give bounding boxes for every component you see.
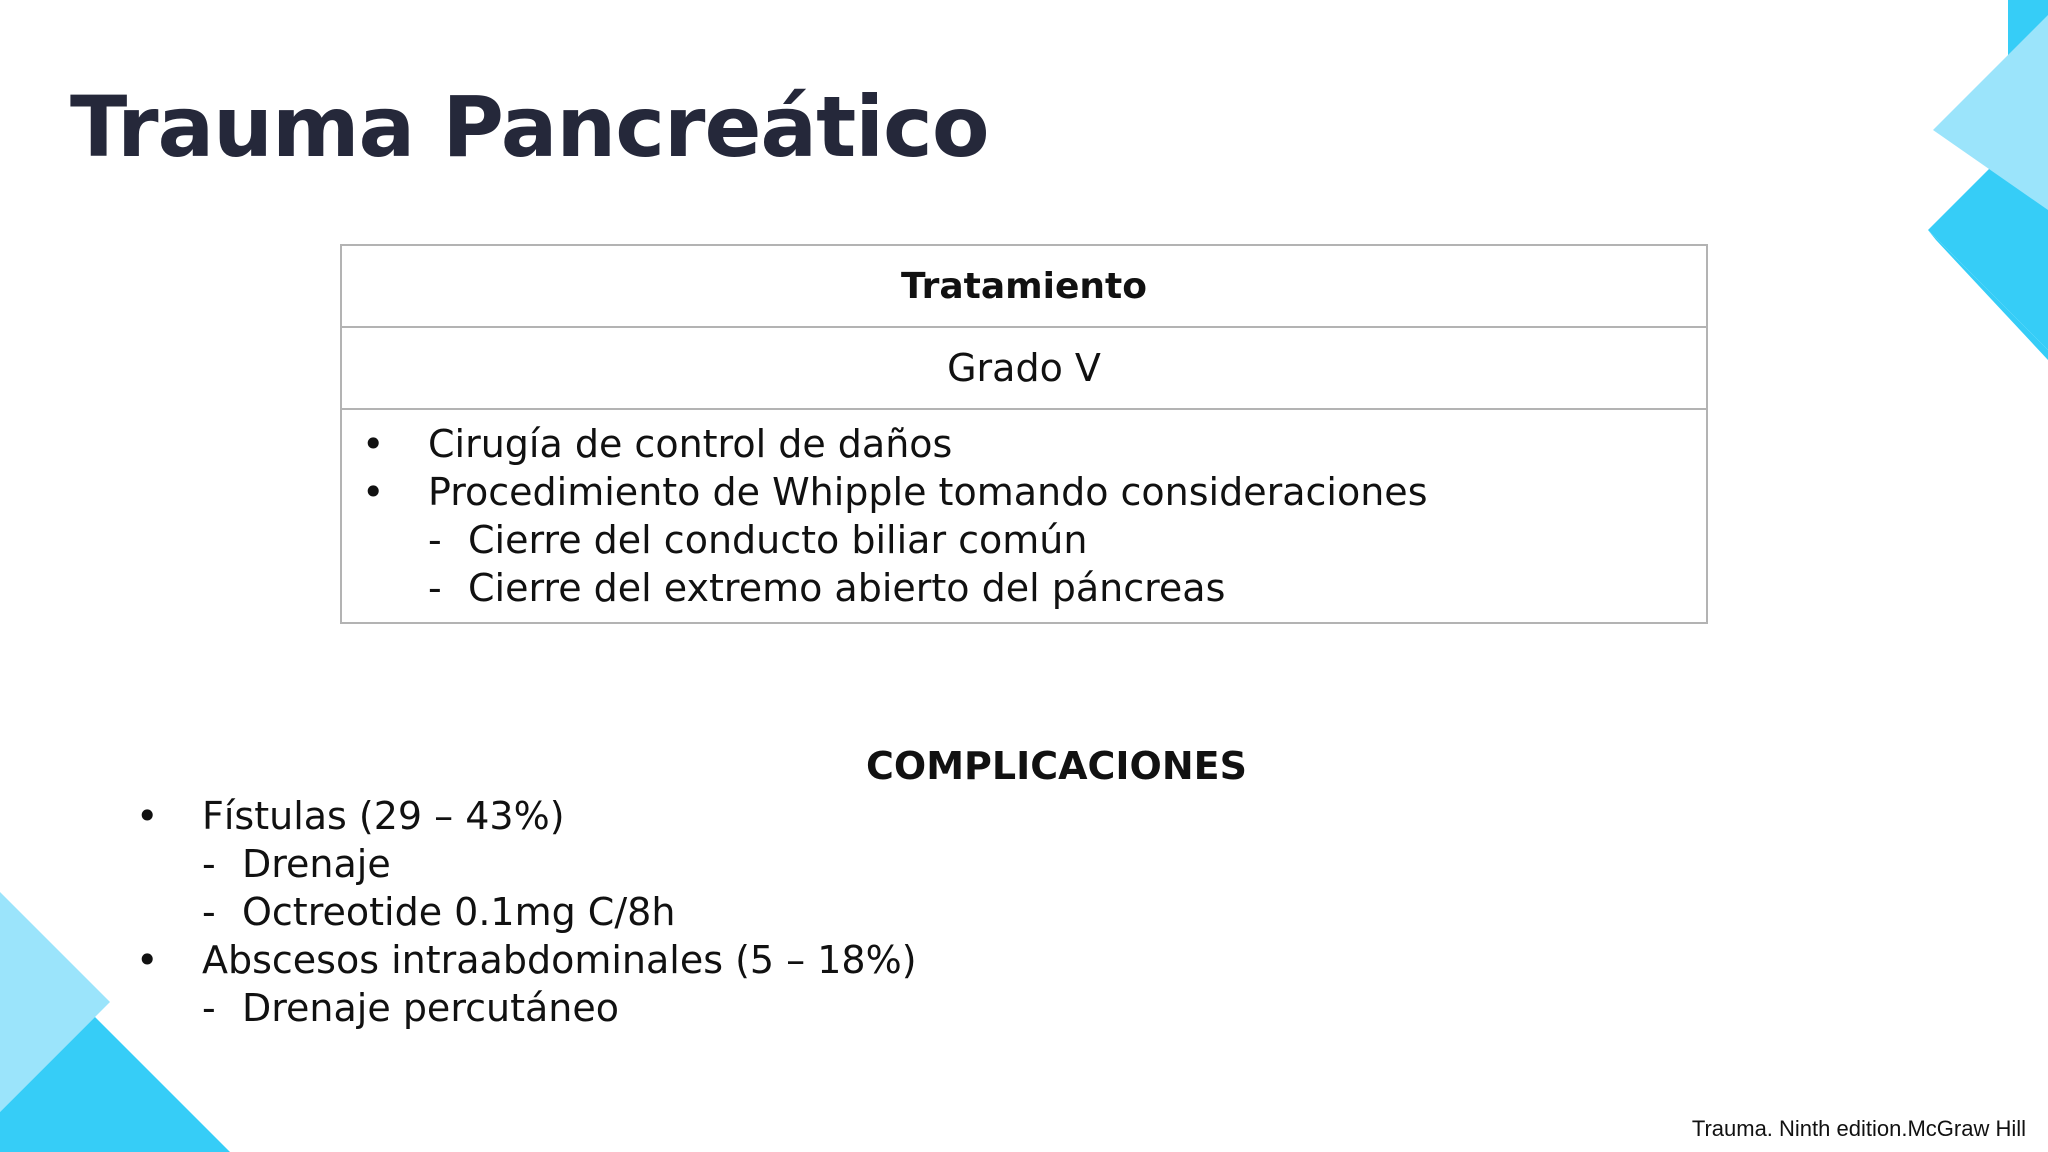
dash-marker: - [428,566,442,610]
treatment-subitem-text: Cierre del extremo abierto del páncreas [468,566,1226,610]
slide-title: Trauma Pancreático [70,78,989,176]
bullet-marker: • [136,794,159,838]
complication-item [136,792,917,840]
treatment-header-row [341,245,1707,327]
treatment-item-text: Procedimiento de Whipple tomando consideraciones [428,470,1428,514]
complications-heading: COMPLICACIONES [866,744,1247,788]
treatment-list [341,409,1707,623]
dash-marker: - [202,890,216,934]
treatment-list-row [341,409,1707,623]
treatment-subitem-text: Cierre del conducto biliar común [468,518,1088,562]
complication-subitem [136,840,917,888]
complication-subitem-text: Drenaje percutáneo [242,986,619,1030]
bullet-marker: • [136,938,159,982]
complication-subitem-text: Drenaje [242,842,391,886]
complication-subitem [136,984,917,1032]
treatment-grade: Grado V [341,327,1707,409]
treatment-table [340,244,1708,624]
dash-marker: - [202,986,216,1030]
dash-marker: - [202,842,216,886]
decorative-corner-shape-top-right [1888,0,2048,360]
citation: Trauma. Ninth edition.McGraw Hill [1691,1116,2026,1141]
treatment-item-text: Cirugía de control de daños [428,422,953,466]
treatment-subitem [342,564,1706,612]
complication-subitem [136,888,917,936]
complications-list [136,792,917,1032]
bullet-marker: • [362,422,385,466]
treatment-item [342,468,1706,516]
treatment-header: Tratamiento [341,245,1707,327]
complication-item-text: Fístulas (29 – 43%) [202,794,565,838]
treatment-grade-row [341,327,1707,409]
complication-item [136,936,917,984]
bullet-marker: • [362,470,385,514]
complication-item-text: Abscesos intraabdominales (5 – 18%) [202,938,917,982]
treatment-subitem [342,516,1706,564]
treatment-item [342,420,1706,468]
complication-subitem-text: Octreotide 0.1mg C/8h [242,890,676,934]
dash-marker: - [428,518,442,562]
